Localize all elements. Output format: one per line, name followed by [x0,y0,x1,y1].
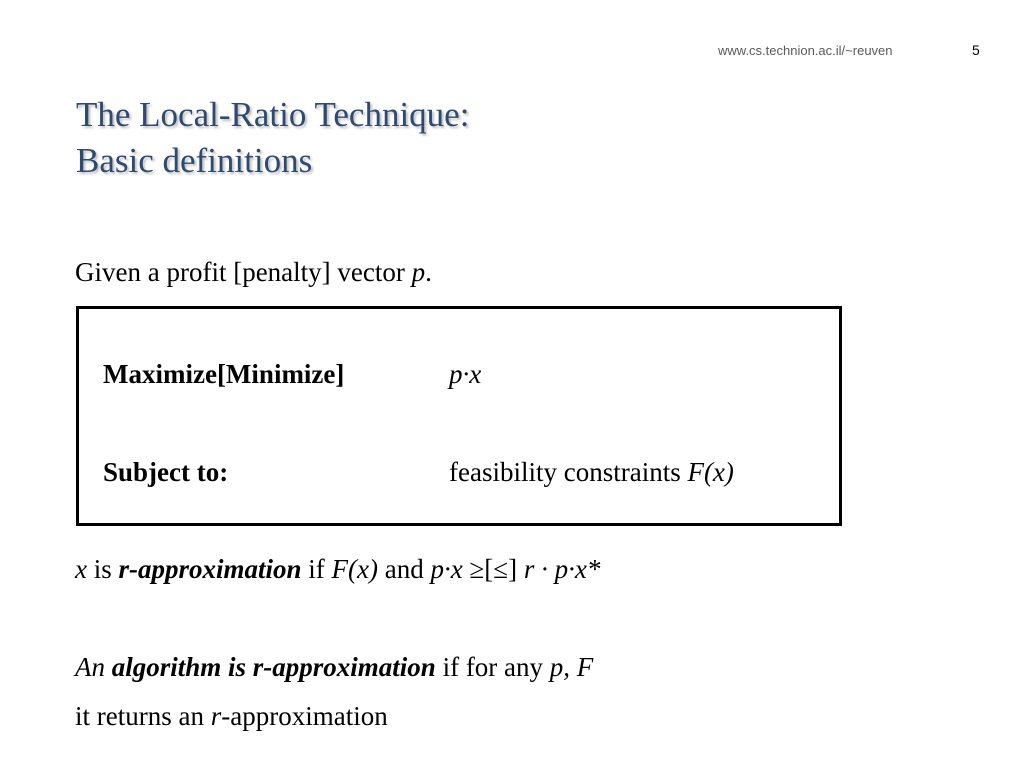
intro-period: . [425,257,432,287]
def1-if: if [301,554,332,584]
def3-end: -approximation [221,701,388,731]
intro-var-p: p [411,257,426,287]
constraint-text: feasibility constraints [449,457,688,487]
constraint-function: F(x) [687,457,734,487]
def2-vars: p, F [549,652,594,682]
page-number: 5 [972,42,980,58]
def1-and: and [378,554,431,584]
objective-row [103,359,482,390]
def1-fx: F(x) [331,554,378,584]
def3-var-r: r [210,701,222,731]
algorithm-definition-continued [75,701,388,732]
header-url: www.cs.technion.ac.il/~reuven [718,43,893,58]
intro-text [75,257,432,288]
def2-if-for-any: if for any [435,652,550,682]
def2-term: algorithm is r-approximation [105,652,436,682]
objective-label: Maximize[Minimize] [103,359,345,389]
def3-text: it returns an [75,701,211,731]
constraint-label: Subject to: [103,457,229,487]
intro-main: Given a profit [penalty] vector [75,257,412,287]
def1-var-x: x [75,554,87,584]
constraint-row [103,457,734,488]
title-line-1: The Local-Ratio Technique: [76,95,470,134]
def1-relation: ≥[≤] [462,554,524,584]
def1-px: p·x [430,554,463,584]
algorithm-definition [75,652,593,683]
def2-an: An [75,652,105,682]
slide-title [76,92,469,184]
def1-is: is [86,554,119,584]
constraint-expression [449,457,734,488]
def1-term: r-approximation [118,554,302,584]
optimization-problem-box [76,306,842,526]
objective-expression: p·x [449,359,482,389]
def1-rhs: r · p·x* [523,554,601,584]
title-line-2: Basic definitions [76,141,313,180]
r-approximation-definition [75,554,600,585]
